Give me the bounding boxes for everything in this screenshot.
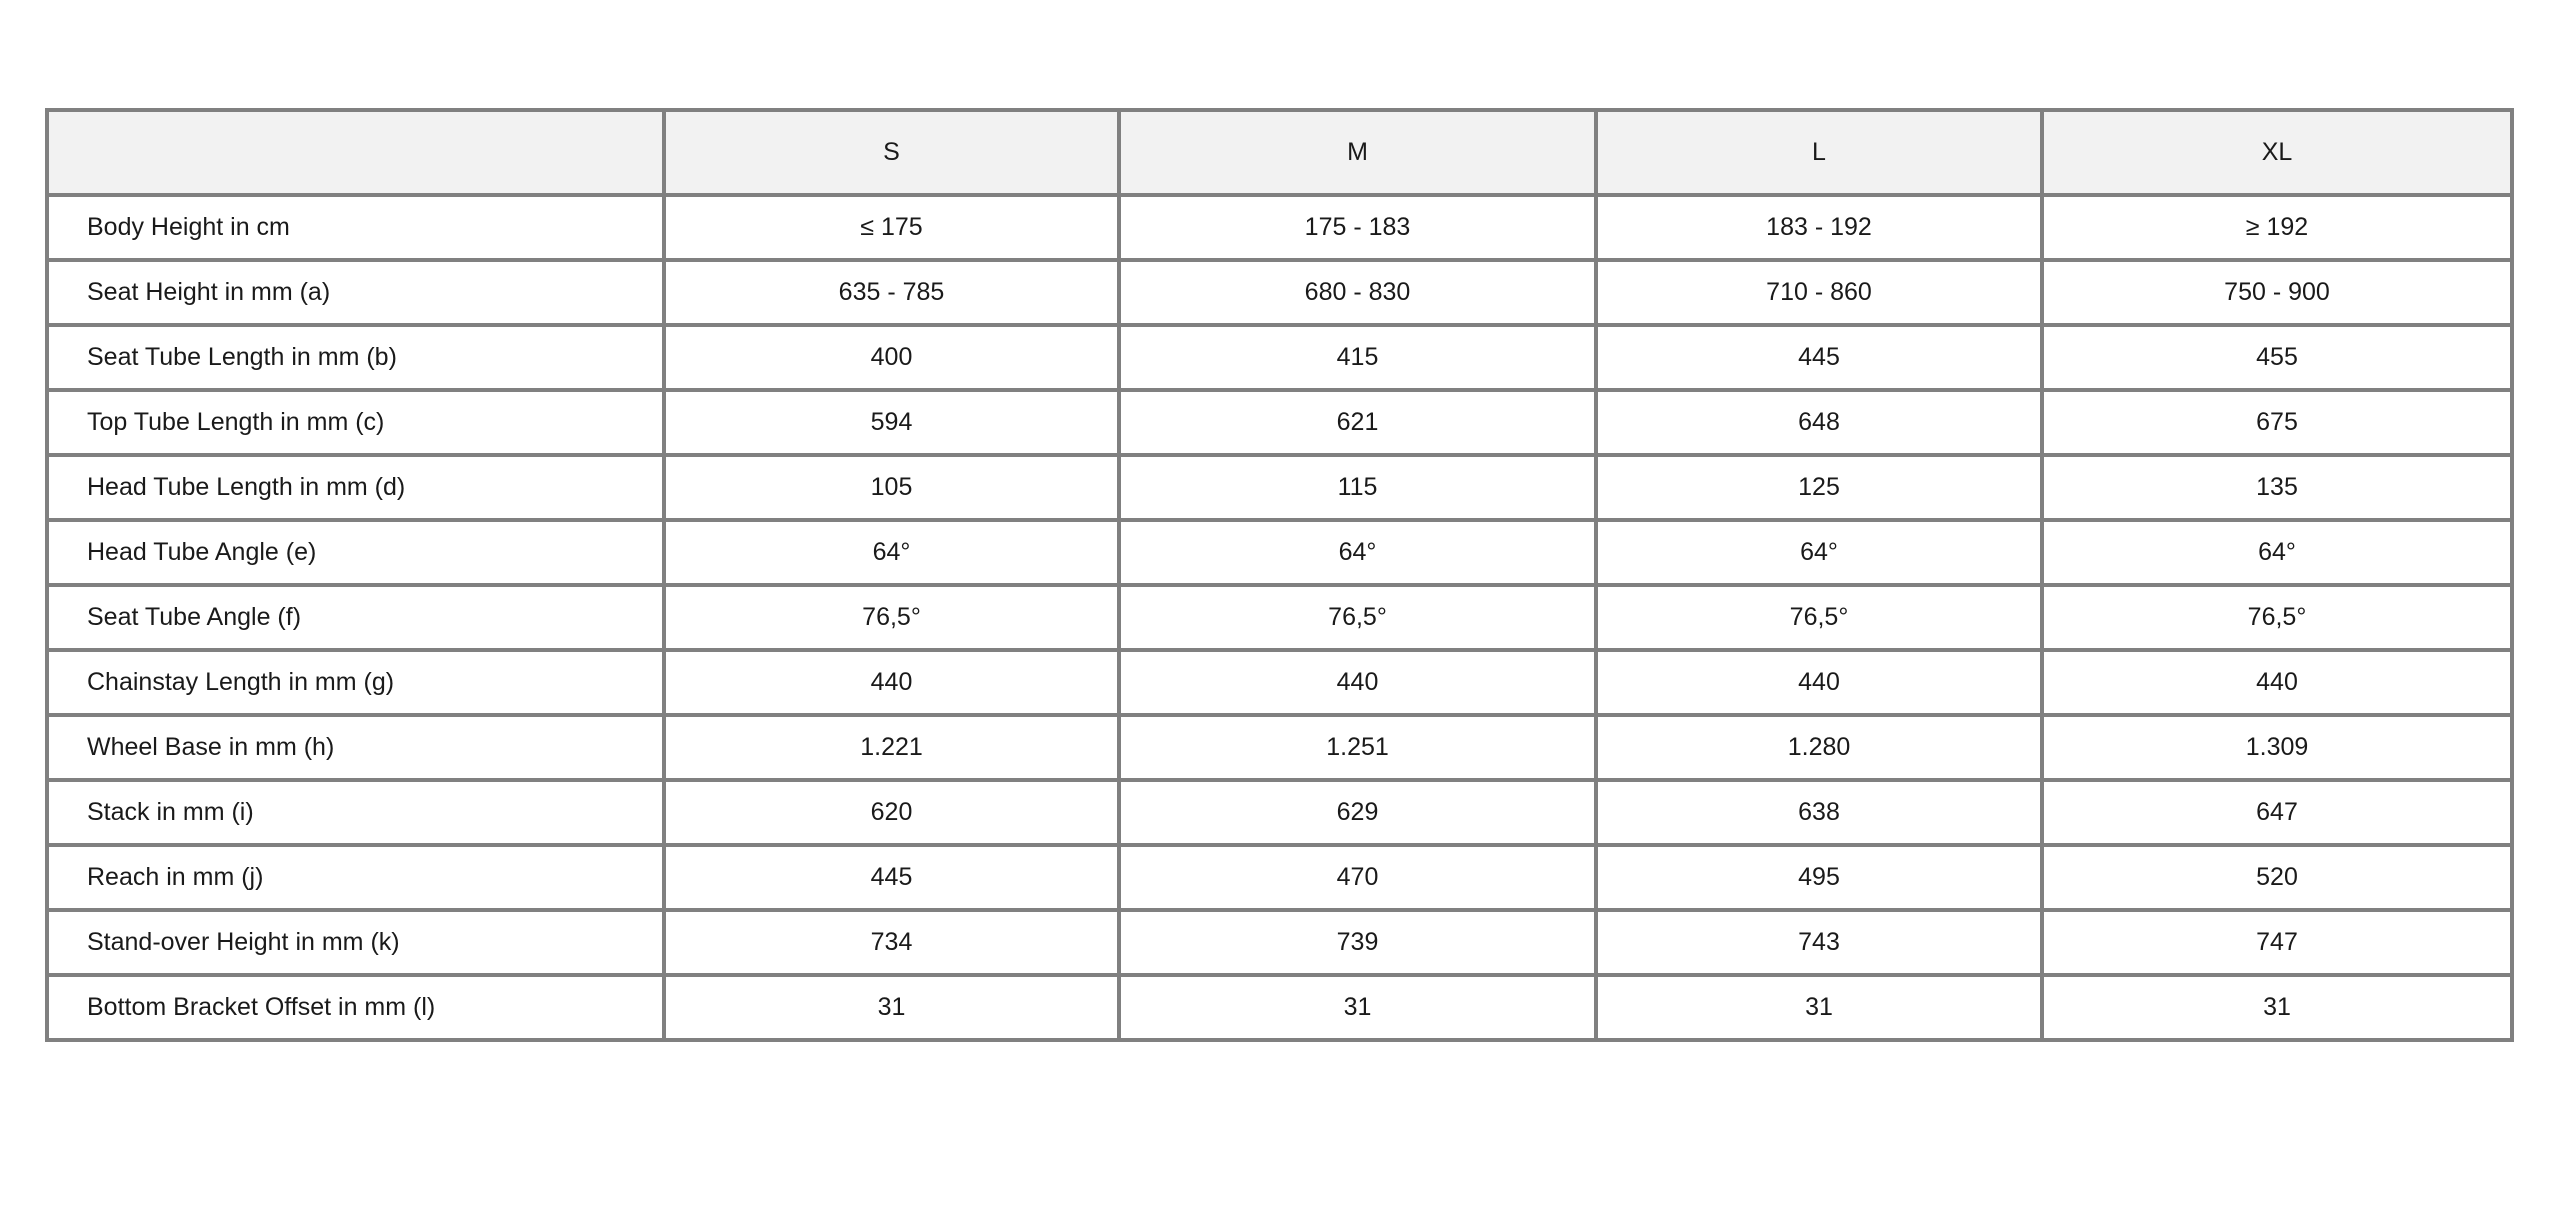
value-cell-size-l: 445 <box>1596 325 2042 390</box>
value-cell-size-l: 638 <box>1596 780 2042 845</box>
header-cell-size-m: M <box>1119 110 1596 195</box>
value-cell-size-xl: 750 - 900 <box>2042 260 2512 325</box>
row-label: Chainstay Length in mm (g) <box>47 650 664 715</box>
table-row <box>47 325 2512 390</box>
value-cell-size-xl: 135 <box>2042 455 2512 520</box>
row-label: Top Tube Length in mm (c) <box>47 390 664 455</box>
value-cell-size-m: 76,5° <box>1119 585 1596 650</box>
value-cell-size-xl: 747 <box>2042 910 2512 975</box>
value-cell-size-s: 440 <box>664 650 1119 715</box>
value-cell-size-l: 125 <box>1596 455 2042 520</box>
value-cell-size-m: 115 <box>1119 455 1596 520</box>
value-cell-size-s: 64° <box>664 520 1119 585</box>
header-cell-size-s: S <box>664 110 1119 195</box>
row-label: Seat Height in mm (a) <box>47 260 664 325</box>
value-cell-size-l: 710 - 860 <box>1596 260 2042 325</box>
table-row <box>47 195 2512 260</box>
value-cell-size-l: 64° <box>1596 520 2042 585</box>
value-cell-size-l: 648 <box>1596 390 2042 455</box>
table-row <box>47 455 2512 520</box>
value-cell-size-m: 739 <box>1119 910 1596 975</box>
table-row <box>47 845 2512 910</box>
value-cell-size-l: 495 <box>1596 845 2042 910</box>
value-cell-size-l: 183 - 192 <box>1596 195 2042 260</box>
value-cell-size-m: 470 <box>1119 845 1596 910</box>
row-label: Wheel Base in mm (h) <box>47 715 664 780</box>
row-label: Bottom Bracket Offset in mm (l) <box>47 975 664 1040</box>
row-label: Head Tube Angle (e) <box>47 520 664 585</box>
table-row <box>47 780 2512 845</box>
row-label: Seat Tube Angle (f) <box>47 585 664 650</box>
value-cell-size-s: 594 <box>664 390 1119 455</box>
value-cell-size-xl: 76,5° <box>2042 585 2512 650</box>
row-label: Reach in mm (j) <box>47 845 664 910</box>
value-cell-size-xl: 647 <box>2042 780 2512 845</box>
value-cell-size-s: 105 <box>664 455 1119 520</box>
row-label: Body Height in cm <box>47 195 664 260</box>
value-cell-size-m: 621 <box>1119 390 1596 455</box>
row-label: Head Tube Length in mm (d) <box>47 455 664 520</box>
value-cell-size-m: 680 - 830 <box>1119 260 1596 325</box>
value-cell-size-l: 743 <box>1596 910 2042 975</box>
value-cell-size-s: 400 <box>664 325 1119 390</box>
value-cell-size-xl: 31 <box>2042 975 2512 1040</box>
table-row <box>47 910 2512 975</box>
table-row <box>47 260 2512 325</box>
row-label: Seat Tube Length in mm (b) <box>47 325 664 390</box>
row-label: Stack in mm (i) <box>47 780 664 845</box>
value-cell-size-xl: 64° <box>2042 520 2512 585</box>
value-cell-size-m: 175 - 183 <box>1119 195 1596 260</box>
value-cell-size-m: 440 <box>1119 650 1596 715</box>
row-label: Stand-over Height in mm (k) <box>47 910 664 975</box>
value-cell-size-m: 629 <box>1119 780 1596 845</box>
header-cell-size-l: L <box>1596 110 2042 195</box>
value-cell-size-l: 440 <box>1596 650 2042 715</box>
table-body <box>47 195 2512 1040</box>
table-header <box>47 110 2512 195</box>
header-cell-size-xl: XL <box>2042 110 2512 195</box>
value-cell-size-xl: ≥ 192 <box>2042 195 2512 260</box>
value-cell-size-s: 1.221 <box>664 715 1119 780</box>
value-cell-size-m: 31 <box>1119 975 1596 1040</box>
table-row <box>47 520 2512 585</box>
value-cell-size-xl: 520 <box>2042 845 2512 910</box>
table-row <box>47 390 2512 455</box>
value-cell-size-s: 76,5° <box>664 585 1119 650</box>
value-cell-size-s: 734 <box>664 910 1119 975</box>
table-row <box>47 715 2512 780</box>
value-cell-size-l: 1.280 <box>1596 715 2042 780</box>
value-cell-size-l: 76,5° <box>1596 585 2042 650</box>
value-cell-size-xl: 455 <box>2042 325 2512 390</box>
value-cell-size-xl: 675 <box>2042 390 2512 455</box>
value-cell-size-s: 620 <box>664 780 1119 845</box>
value-cell-size-s: 445 <box>664 845 1119 910</box>
value-cell-size-m: 1.251 <box>1119 715 1596 780</box>
header-row <box>47 110 2512 195</box>
table-row <box>47 585 2512 650</box>
value-cell-size-m: 64° <box>1119 520 1596 585</box>
value-cell-size-s: 31 <box>664 975 1119 1040</box>
value-cell-size-s: 635 - 785 <box>664 260 1119 325</box>
value-cell-size-xl: 1.309 <box>2042 715 2512 780</box>
header-cell-empty <box>47 110 664 195</box>
table-row <box>47 975 2512 1040</box>
geometry-table <box>45 108 2514 1042</box>
value-cell-size-s: ≤ 175 <box>664 195 1119 260</box>
table-row <box>47 650 2512 715</box>
value-cell-size-l: 31 <box>1596 975 2042 1040</box>
value-cell-size-xl: 440 <box>2042 650 2512 715</box>
value-cell-size-m: 415 <box>1119 325 1596 390</box>
